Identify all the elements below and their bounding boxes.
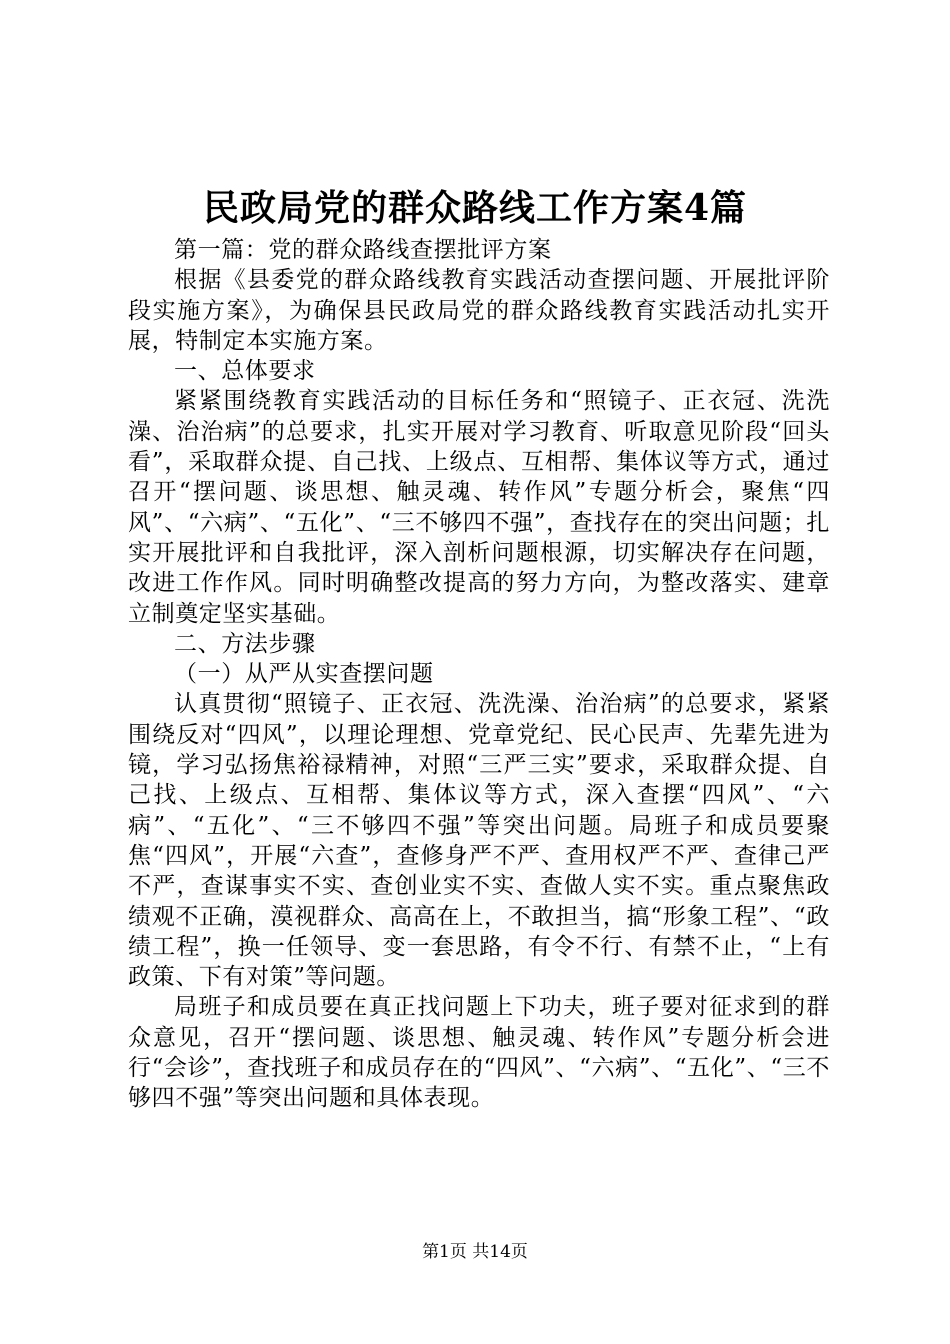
- page-footer: 第1页 共14页: [422, 1242, 528, 1262]
- body-paragraph: 认真贯彻“照镜子、正衣冠、洗洗澡、治治病”的总要求，紧紧围绕反对“四风”，以理论理想、党章党纪、民心民声、先辈先进为镜，学习弘扬焦裕禄精神，对照“三严三实”要求，采取群众提、自己找、上级点、互相帮、集体议等方式，深入查摆“四风”、“六病”、“五化”、“三不够四不强”等突出问题。局班子和成员要聚焦“四风”，开展“六查”，查修身严不严、查用权严不严、查律己严不严，查谋事实不实、查创业实不实、查做人实不实。重点聚焦政绩观不正确，漠视群众、高高在上，不敢担当，搞“形象工程”、“政绩工程”，换一任领导、变一套思路，有令不行、有禁不止，“上有政策、下有对策”等问题。: [128, 691, 830, 991]
- section-heading-part-one: 第一篇：党的群众路线查摆批评方案: [174, 237, 552, 263]
- body-paragraph: 局班子和成员要在真正找问题上下功夫，班子要对征求到的群众意见，召开“摆问题、谈思想、触灵魂、转作风”专题分析会进行“会诊”，查找班子和成员存在的“四风”、“六病”、“五化”、“三不够四不强”等突出问题和具体表现。: [128, 994, 830, 1112]
- subsection-heading: （一）从严从实查摆问题: [174, 661, 434, 688]
- body-paragraph: 根据《县委党的群众路线教育实践活动查摆问题、开展批评阶段实施方案》，为确保县民政局党的群众路线教育实践活动扎实开展，特制定本实施方案。: [128, 267, 830, 354]
- section-heading-methods-steps: 二、方法步骤: [174, 630, 316, 657]
- document-body: [128, 235, 830, 1114]
- section-heading-general-requirements: 一、总体要求: [174, 358, 316, 385]
- document-title: 民政局党的群众路线工作方案4篇: [202, 187, 748, 229]
- body-paragraph: 紧紧围绕教育实践活动的目标任务和“照镜子、正衣冠、洗洗澡、治治病”的总要求，扎实开展对学习教育、听取意见阶段“回头看”，采取群众提、自己找、上级点、互相帮、集体议等方式，通过召开“摆问题、谈思想、触灵魂、转作风”专题分析会，聚焦“四风”、“六病”、“五化”、“三不够四不强”，查找存在的突出问题；扎实开展批评和自我批评，深入剖析问题根源，切实解决存在问题，改进工作作风。同时明确整改提高的努力方向，为整改落实、建章立制奠定坚实基础。: [128, 388, 830, 627]
